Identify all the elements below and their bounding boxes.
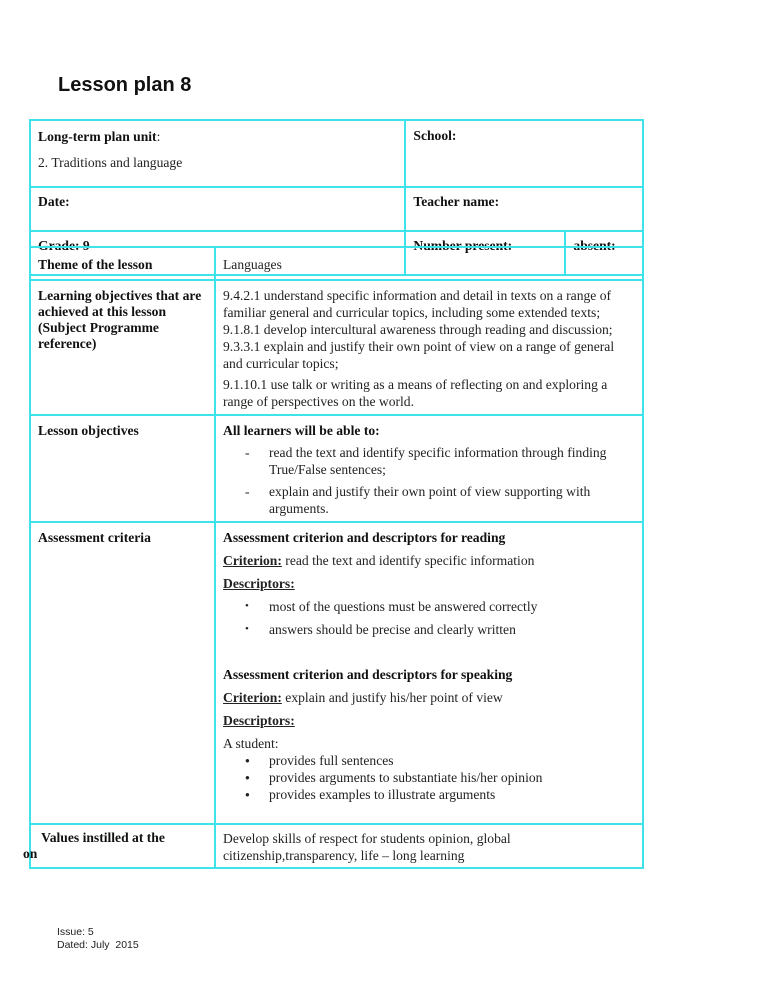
page-title: Lesson plan 8: [58, 74, 192, 96]
reading-heading: Assessment criterion and descriptors for reading: [223, 530, 506, 545]
learning-objectives-value: [215, 280, 643, 415]
values-value: Develop skills of respect for students opinion, global citizenship,transparency, life – long learning: [215, 824, 643, 868]
learning-objectives-row: [30, 280, 643, 415]
teacher-name-label: Teacher name:: [413, 194, 500, 209]
values-label: [23, 824, 215, 868]
lesson-objectives-heading: All learners will be able to:: [223, 423, 380, 438]
speaking-heading: Assessment criterion and descriptors for speaking: [223, 667, 513, 682]
reading-criterion-text: read the text and identify specific information: [281, 553, 535, 568]
theme-label: Theme of the lesson: [30, 247, 215, 280]
speaking-descriptor-item: ● provides examples to illustrate arguments: [223, 786, 635, 803]
issue-date: Dated: July 2015: [57, 939, 139, 951]
number-present-label: Number present:: [413, 238, 513, 253]
theme-value: Languages: [215, 247, 643, 280]
school-cell: [405, 120, 643, 187]
speaking-criterion-text: explain and justify his/her point of view: [281, 690, 503, 705]
speaking-criterion: [223, 689, 635, 706]
theme-row: [30, 247, 643, 280]
document-footer: [57, 926, 139, 952]
long-term-plan-value: 2. Traditions and language: [38, 155, 183, 170]
values-label-line1: Values instilled at the: [38, 830, 165, 845]
speaking-descriptors-label: Descriptors:: [223, 713, 295, 728]
speaking-intro: A student:: [223, 736, 279, 751]
lesson-objectives-row: [30, 415, 643, 522]
lesson-objectives-list: [223, 444, 635, 517]
reading-descriptors-label: Descriptors:: [223, 576, 295, 591]
learning-objective-item: 9.4.2.1 understand specific information and detail in texts on a range of familiar general and curricular topics, including some extended texts;: [223, 288, 612, 320]
long-term-plan-colon: :: [156, 129, 161, 144]
reading-descriptor-item: • answers should be precise and clearly written: [223, 621, 635, 638]
lesson-objectives-label: Lesson objectives: [30, 415, 215, 522]
school-label: School:: [413, 128, 457, 143]
learning-objective-item: 9.1.10.1 use talk or writing as a means of reflecting on and exploring a range of perspectives on the world.: [223, 377, 608, 409]
learning-objective-item: 9.3.3.1 explain and justify their own point of view on a range of general and curricular topics;: [223, 339, 615, 371]
long-term-plan-label: Long-term plan unit: [38, 129, 157, 144]
speaking-descriptor-item: ● provides arguments to substantiate his/her opinion: [223, 769, 635, 786]
speaking-descriptors-list: [223, 752, 635, 803]
speaking-descriptor-item: ● provides full sentences: [223, 752, 635, 769]
lesson-objective-item: - explain and justify their own point of view supporting with arguments.: [223, 483, 635, 517]
reading-criterion-label: Criterion:: [223, 553, 282, 568]
learning-objective-item: 9.1.8.1 develop intercultural awareness through reading and discussion;: [223, 322, 613, 337]
lesson-objectives-value: [215, 415, 643, 522]
speaking-criterion-label: Criterion:: [223, 690, 282, 705]
lesson-details-table: [23, 246, 644, 869]
teacher-name-cell: [405, 187, 643, 231]
values-row: [30, 824, 643, 868]
assessment-criteria-label: Assessment criteria: [30, 522, 215, 824]
values-label-line2: on: [23, 846, 38, 861]
issue-number: Issue: 5: [57, 926, 94, 938]
lesson-objective-item: - read the text and identify specific information through finding True/False sentences;: [223, 444, 635, 478]
learning-objectives-label: Learning objectives that are achieved at this lesson (Subject Programme reference): [30, 280, 215, 415]
long-term-plan-cell: [30, 120, 405, 187]
assessment-criteria-row: [30, 522, 643, 824]
absent-label: absent:: [573, 238, 616, 253]
date-label: Date:: [38, 194, 70, 209]
reading-descriptor-item: • most of the questions must be answered correctly: [223, 598, 635, 615]
grade-label: Grade: 9: [38, 238, 90, 253]
date-cell: [30, 187, 405, 231]
reading-descriptors-list: [223, 598, 635, 638]
assessment-criteria-value: [215, 522, 643, 824]
reading-criterion: [223, 552, 635, 569]
